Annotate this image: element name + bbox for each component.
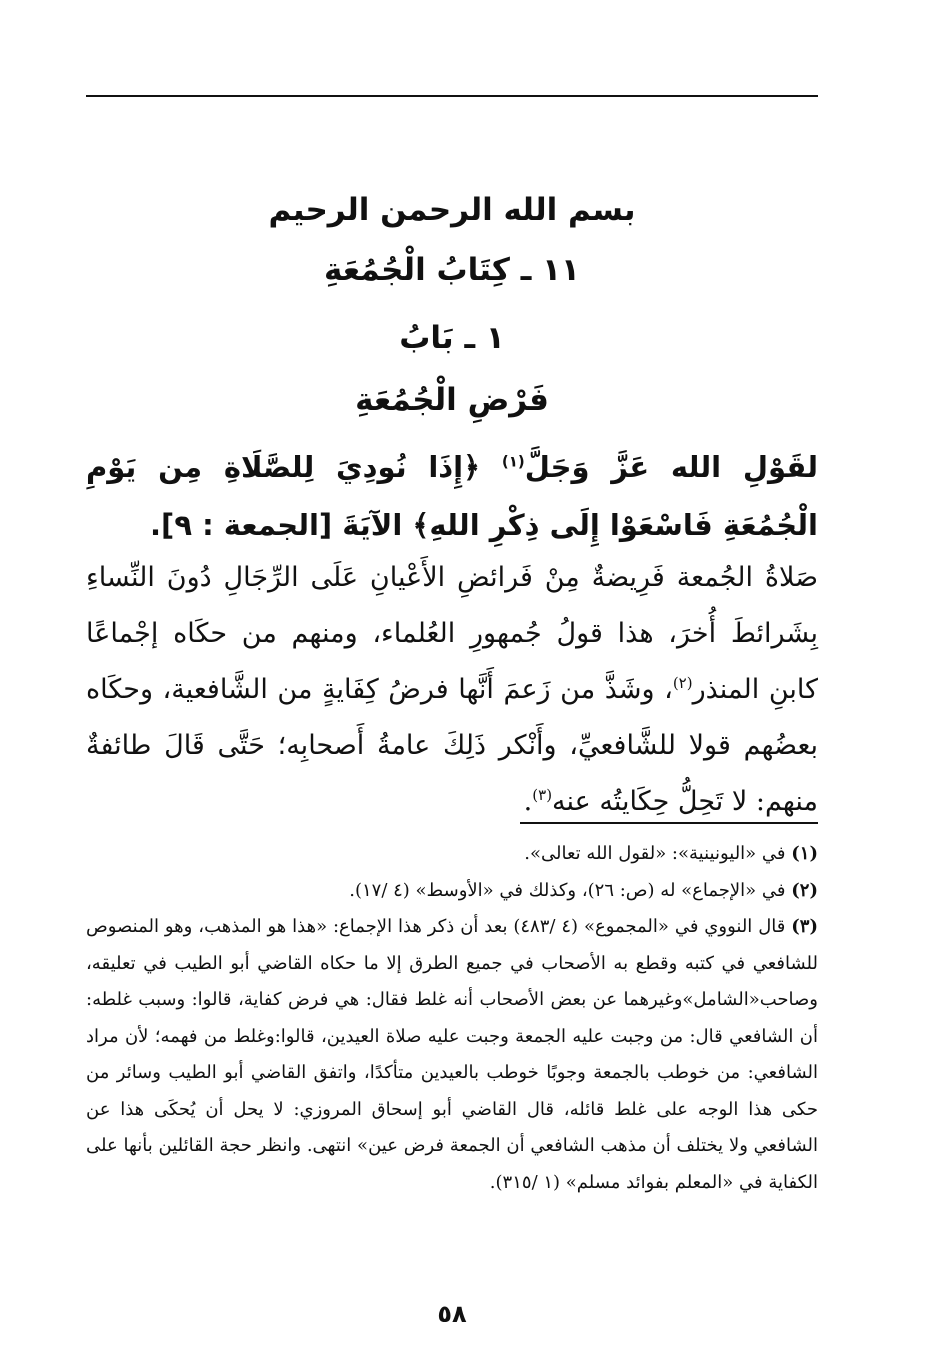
footnote-number: (١) xyxy=(791,843,818,864)
body-text-3: . xyxy=(523,786,533,817)
footnote-number: (٣) xyxy=(791,916,818,937)
basmala: بسم الله الرحمن الرحيم xyxy=(268,192,636,228)
footnote-text: قال النووي في «المجموع» (٤ /٤٨٣) بعد أن ذكر هذا الإجماع: «هذا هو المذهب، وهو المنصوص للشافعي في كتبه وقطع به الأصحاب في جميع الطرق إلا ما حكاه القاضي أبو الطيب في تعليقه، وصاحب«الشامل»وغيرهما عن بعض الأصحاب أنه غلط فقال: هي فرض كفاية، قالوا: وسبب غلطه: أن الشافعي قال: من وجبت عليه الجمعة وجبت عليه صلاة العيدين، قالوا:وغلط من فهمه؛ لأن مراد الشافعي: من خوطب بالجمعة وجوبًا خوطب بالعيدين متأكدًا، واتفق القاضي أبو الطيب وسائر من حكى هذا الوجه على غلط قائله، قال القاضي أبو إسحاق المروزي: لا يحل أن يُحكَى هذا عن الشافعي ولا يختلف أن مذهب الشافعي أن الجمعة فرض عين» انتهى. وانظر حجة القائلين بأنها على الكفاية في «المعلم بفوائد مسلم» (١ /٣١٥). xyxy=(86,916,818,1193)
book-title: ١١ ـ كِتَابُ الْجُمُعَةِ xyxy=(324,252,580,288)
footnote-text: في «اليونينية»: «لقول الله تعالى». xyxy=(524,843,786,864)
footnotes xyxy=(86,836,818,1201)
chapter-number: ١ ـ بَابُ xyxy=(399,320,505,356)
body-paragraph xyxy=(86,550,818,830)
footnote-ref-3: (٣) xyxy=(532,786,553,804)
top-rule xyxy=(86,95,818,97)
page-number: ٥٨ xyxy=(437,1300,467,1328)
footnote-ref-2: (٢) xyxy=(672,674,693,692)
chapter-title: فَرْضِ الْجُمُعَةِ xyxy=(355,382,549,418)
verse-intro: لقَوْلِ الله عَزَّ وَجَلَّ xyxy=(524,450,818,484)
footnote-1 xyxy=(86,836,818,873)
footnote-3 xyxy=(86,909,818,1201)
verse-text: ﴿إِذَا نُودِيَ لِلصَّلَاةِ مِن يَوْمِ الْجُمُعَةِ فَاسْعَوْا إِلَى ذِكْرِ اللهِ﴾ الآيَةَ [الجمعة : ٩]. xyxy=(86,450,818,542)
footnote-rule xyxy=(520,822,818,824)
footnote-2 xyxy=(86,873,818,910)
body-text-1: صَلاةُ الجُمعة فَرِيضةٌ مِنْ فَرائضِ الأَعْيانِ عَلَى الرِّجَالِ دُونَ النِّساءِ بِشَرائطَ أُخرَ، هذا قولُ جُمهورِ العُلماء، ومنهم من حكَاه إجْماعًا كابنِ المنذر xyxy=(86,562,818,705)
verse-paragraph xyxy=(86,438,818,554)
footnote-number: (٢) xyxy=(791,879,818,901)
footnote-text: في «الإجماع» له (ص: ٢٦)، وكذلك في «الأوسط» (٤ /١٧). xyxy=(349,879,786,901)
footnote-ref-1: (١) xyxy=(501,452,525,471)
body-text-2: ، وشَذَّ من زَعمَ أَنَّها فرضُ كِفَايةٍ من الشَّافعية، وحكَاه بعضُهم قولا للشَّافعيِّ، وأَنْكر ذَلِكَ عامةُ أَصحابِه؛ حَتَّى قَالَ طائفةٌ منهم: لا تَحِلُّ حِكَايتُه عنه xyxy=(86,674,818,817)
